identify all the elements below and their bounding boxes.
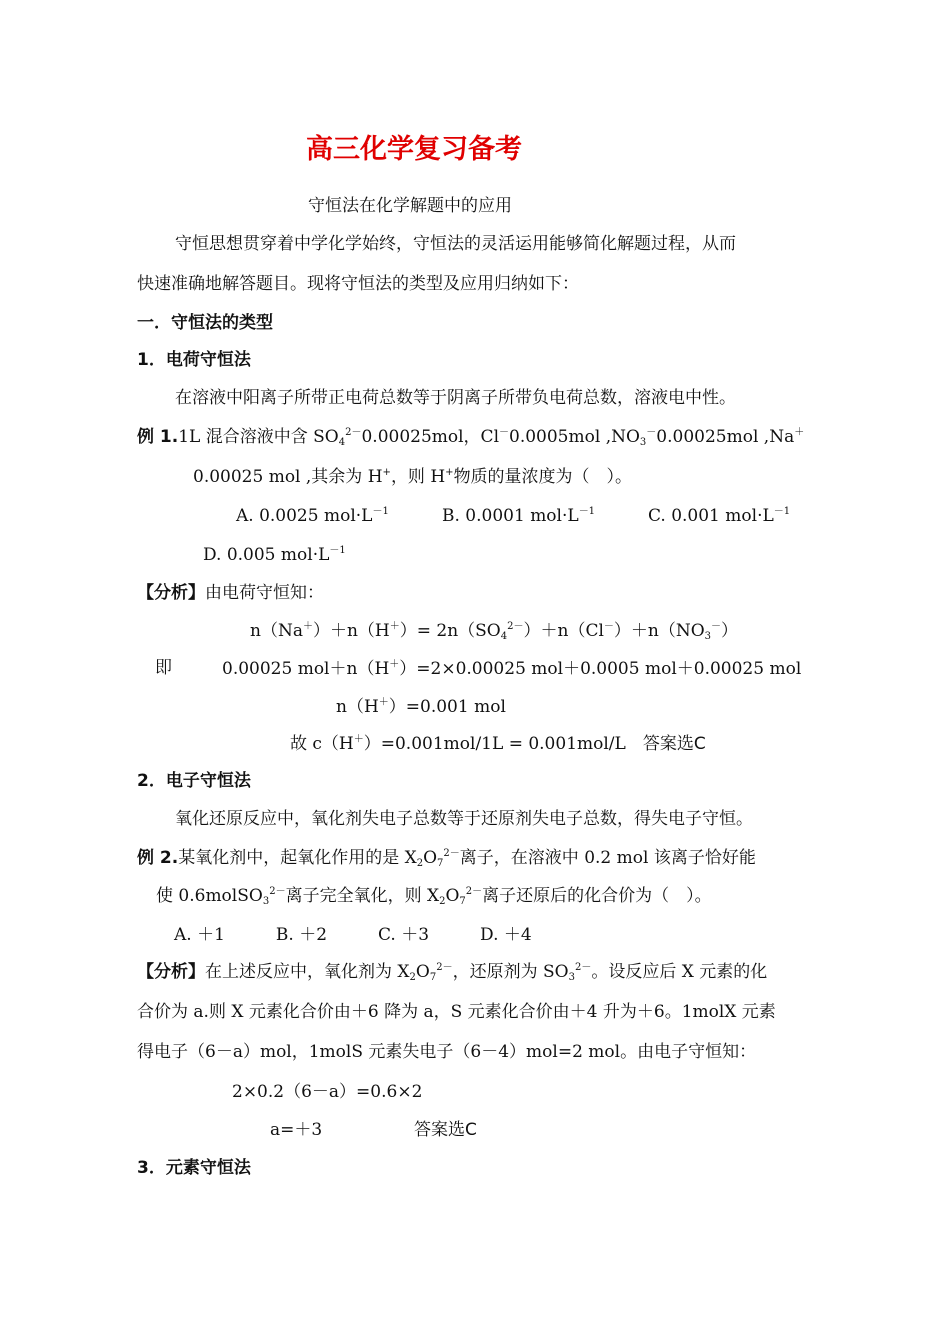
text: 故 c（H <box>290 734 354 754</box>
text: A. 0.0025 mol·L <box>236 506 373 526</box>
example-2-question-line-1 <box>137 846 756 870</box>
text: 0.00025 mol＋n（H <box>222 659 390 679</box>
text: ）=0.001mol/1L = 0.001mol/L 答案选 <box>363 734 694 754</box>
text: 某氧化剂中，起氧化作用的是 X <box>178 848 417 868</box>
heading-electron-conservation: 2．电子守恒法 <box>137 771 251 791</box>
text: ） <box>721 621 739 641</box>
example-1-label: 例 1. <box>137 427 179 447</box>
example-1-option-c <box>648 504 790 528</box>
example-1-equation-1 <box>250 619 738 643</box>
text: 1L 混合溶液中含 SO <box>178 427 339 447</box>
subscript: 4 <box>338 437 346 448</box>
text: ）＋n（NO <box>613 621 705 641</box>
superscript: ＋ <box>378 697 389 708</box>
example-1-option-d <box>203 543 346 567</box>
superscript: 2－ <box>507 621 524 632</box>
superscript: 2－ <box>443 848 460 859</box>
text: n（H <box>336 697 379 717</box>
section-heading-types: 一．守恒法的类型 <box>137 313 273 333</box>
text: ，还原剂为 SO <box>452 962 569 982</box>
example-2-answer <box>414 1118 477 1142</box>
example-2-label: 例 2. <box>137 848 179 868</box>
example-1-equation-4 <box>290 732 706 756</box>
superscript: －1 <box>372 506 389 517</box>
text: n（Na <box>250 621 303 641</box>
superscript: ＋ <box>389 621 400 632</box>
text: ）＋n（H <box>312 621 390 641</box>
electron-conservation-desc: 氧化还原反应中，氧化剂失电子总数等于还原剂失电子总数，得失电子守恒。 <box>175 809 753 829</box>
answer: C <box>465 1120 477 1140</box>
subscript: 3 <box>568 972 575 983</box>
example-2-analysis-line-2: 合价为 a.则 X 元素化合价由＋6 降为 a，S 元素化合价由＋4 升为＋6。1molX 元素 <box>137 1002 776 1022</box>
superscript: －1 <box>578 506 596 517</box>
text: 在上述反应中，氧化剂为 X <box>205 962 410 982</box>
superscript: － <box>646 427 657 438</box>
text: 由电荷守恒知： <box>205 583 324 603</box>
answer: C <box>693 734 706 754</box>
text: O <box>423 848 438 868</box>
subscript: 3 <box>262 896 270 907</box>
subtitle: 守恒法在化学解题中的应用 <box>308 196 512 216</box>
subscript: 2 <box>416 858 424 869</box>
example-2-equation-2: a=＋3 <box>270 1120 323 1140</box>
subscript: 3 <box>704 631 712 642</box>
example-1-equation-2 <box>222 657 801 681</box>
superscript: ＋ <box>353 734 364 745</box>
heading-charge-conservation: 1．电荷守恒法 <box>137 350 251 370</box>
subscript: 3 <box>639 437 647 448</box>
text: ）＋n（Cl <box>523 621 604 641</box>
subscript: 2 <box>439 896 446 907</box>
example-2-equation-1: 2×0.2（6－a）=0.6×2 <box>232 1082 423 1102</box>
example-2-analysis-line-3: 得电子（6－a）mol，1molS 元素失电子（6－4）mol=2 mol。由电子守恒知： <box>137 1042 757 1062</box>
text: 0.00025mol，Cl <box>361 427 500 447</box>
superscript: ＋ <box>389 659 400 670</box>
charge-conservation-desc: 在溶液中阳离子所带正电荷总数等于阴离子所带负电荷总数，溶液电中性。 <box>175 388 736 408</box>
superscript: 2－ <box>345 427 362 438</box>
superscript: － <box>711 621 722 632</box>
text: 。设反应后 X 元素的化 <box>591 962 768 982</box>
example-2-question-line-2 <box>156 884 712 908</box>
example-1-analysis <box>137 581 324 605</box>
superscript: 2－ <box>436 962 453 973</box>
text: ）= 2n（SO <box>399 621 501 641</box>
superscript: + <box>445 467 454 478</box>
text: ）=0.001 mol <box>388 697 506 717</box>
superscript: －1 <box>329 545 346 556</box>
superscript: －1 <box>773 506 791 517</box>
example-1-equation-3 <box>336 695 506 719</box>
superscript: ＋ <box>302 621 313 632</box>
example-2-analysis-line-1 <box>137 960 767 984</box>
example-1-option-b <box>442 504 595 528</box>
intro-line-1: 守恒思想贯穿着中学化学始终，守恒法的灵活运用能够简化解题过程，从而 <box>175 234 736 254</box>
example-1-question-line-2 <box>193 465 632 489</box>
text: B. 0.0001 mol·L <box>442 506 579 526</box>
subscript: 7 <box>429 972 437 983</box>
page-title: 高三化学复习备考 <box>306 134 522 165</box>
text: 使 0.6molSO <box>156 886 263 906</box>
text: D. 0.005 mol·L <box>203 545 330 565</box>
text: 答案选 <box>414 1120 465 1140</box>
text: 离子完全氧化，则 X <box>285 886 440 906</box>
text: 离子，在溶液中 0.2 mol 该离子恰好能 <box>459 848 756 868</box>
subscript: 2 <box>409 972 416 983</box>
subscript: 7 <box>437 858 444 869</box>
superscript: 2－ <box>574 962 592 973</box>
superscript: + <box>382 467 391 478</box>
heading-element-conservation: 3．元素守恒法 <box>137 1158 251 1178</box>
superscript: － <box>603 621 614 632</box>
example-1-question-line-1 <box>137 425 804 449</box>
text: ，则 H <box>390 467 446 487</box>
text: 0.0005mol ,NO <box>509 427 640 447</box>
example-1-ji: 即 <box>155 658 172 678</box>
text: 0.00025 mol ,其余为 H <box>193 467 383 487</box>
intro-line-2: 快速准确地解答题目。现将守恒法的类型及应用归纳如下： <box>137 274 579 294</box>
text: C. 0.001 mol·L <box>648 506 774 526</box>
subscript: 7 <box>459 896 466 907</box>
superscript: － <box>499 427 510 438</box>
text: ）=2×0.00025 mol＋0.0005 mol＋0.00025 mol <box>399 659 802 679</box>
subscript: 4 <box>500 631 508 642</box>
text: O <box>415 962 430 982</box>
example-2-options: A. ＋1 B. ＋2 C. ＋3 D. ＋4 <box>174 925 532 945</box>
superscript: 2－ <box>465 886 483 897</box>
text: 0.00025mol ,Na <box>656 427 795 447</box>
text: 物质的量浓度为（ ）。 <box>453 467 633 487</box>
text: 离子还原后的化合价为（ ）。 <box>482 886 712 906</box>
analysis-label: 【分析】 <box>137 583 205 603</box>
superscript: 2－ <box>269 886 286 897</box>
superscript: ＋ <box>794 427 805 438</box>
analysis-label: 【分析】 <box>137 962 205 982</box>
example-1-option-a <box>236 504 389 528</box>
text: O <box>445 886 460 906</box>
